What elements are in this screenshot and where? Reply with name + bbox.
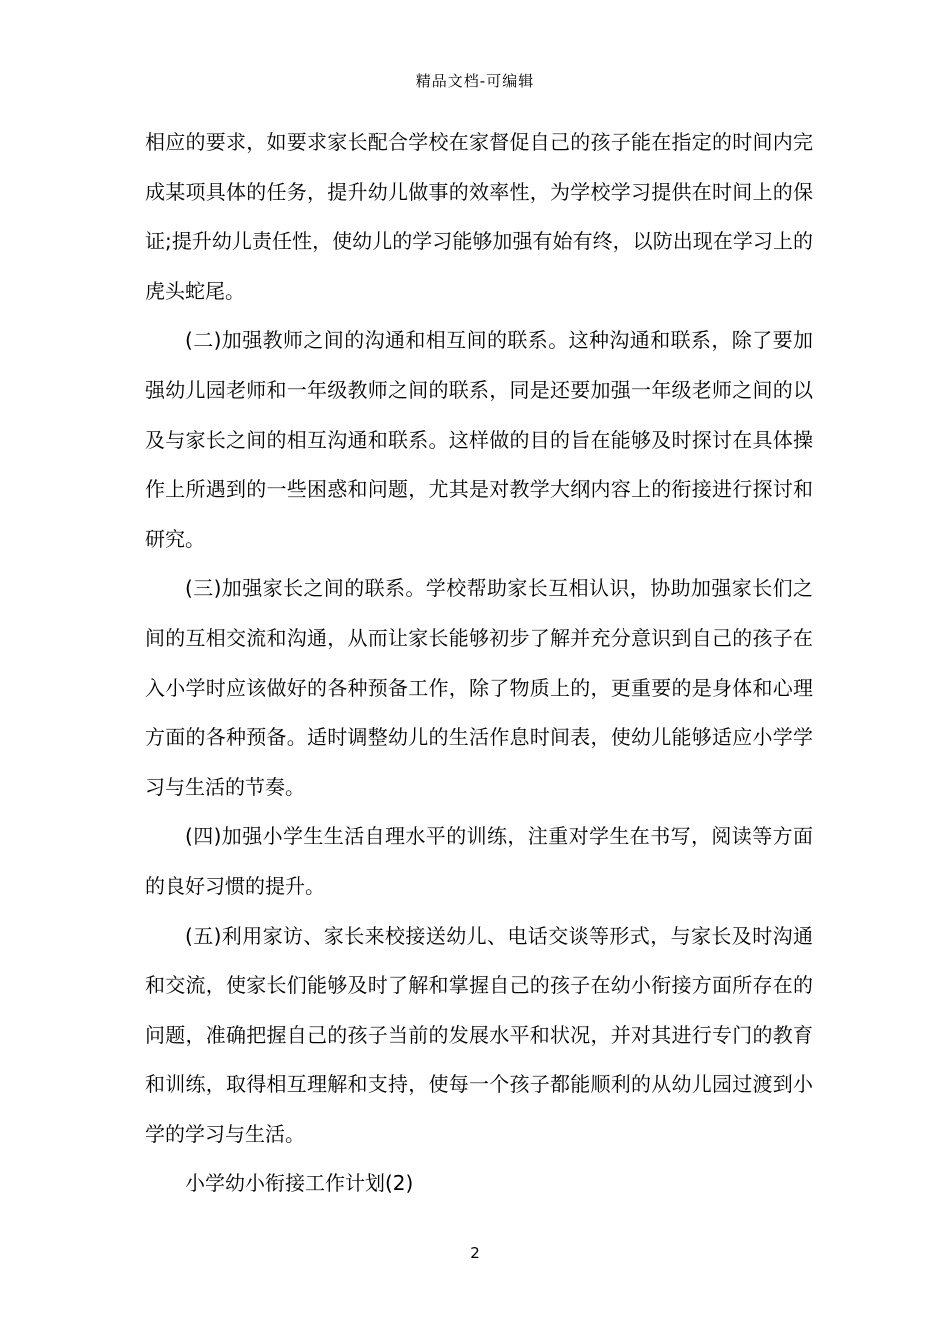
section-heading: 小学幼小衔接工作计划(2) bbox=[185, 1171, 414, 1196]
paragraph-item-5: (五)利用家访、家长来校接送幼儿、电话交谈等形式，与家长及时沟通和交流，使家长们能够及时了解和掌握自己的孩子在幼小衔接方面所存在的问题，准确把握自己的孩子当前的发展水平和状况，并对其进行专门的教育和训练，取得相互理解和支持，使每一个孩子都能顺利的从幼儿园过渡到小学的学习与生活。 bbox=[145, 923, 813, 1146]
paragraph-continuation: 相应的要求，如要求家长配合学校在家督促自己的孩子能在指定的时间内完成某项具体的任务，提升幼儿做事的效率性，为学校学习提供在时间上的保证;提升幼儿责任性，使幼儿的学习能够加强有始有终，以防出现在学习上的虎头蛇尾。 bbox=[145, 130, 813, 303]
paragraph-item-4: (四)加强小学生生活自理水平的训练，注重对学生在书写，阅读等方面的良好习惯的提升。 bbox=[145, 824, 813, 898]
document-body bbox=[145, 118, 813, 1209]
page-number: 2 bbox=[470, 1244, 480, 1262]
page-header: 精品文档-可编辑 bbox=[415, 72, 535, 90]
paragraph-item-2: (二)加强教师之间的沟通和相互间的联系。这种沟通和联系，除了要加强幼儿园老师和一年级教师之间的联系，同是还要加强一年级老师之间的以及与家长之间的相互沟通和联系。这样做的目的旨在能够及时探讨在具体操作上所遇到的一些困惑和问题，尤其是对教学大纲内容上的衔接进行探讨和研究。 bbox=[145, 328, 813, 551]
paragraph-item-3: (三)加强家长之间的联系。学校帮助家长互相认识，协助加强家长们之间的互相交流和沟通，从而让家长能够初步了解并充分意识到自己的孩子在入小学时应该做好的各种预备工作，除了物质上的，更重要的是身体和心理方面的各种预备。适时调整幼儿的生活作息时间表，使幼儿能够适应小学学习与生活的节奏。 bbox=[145, 576, 813, 799]
